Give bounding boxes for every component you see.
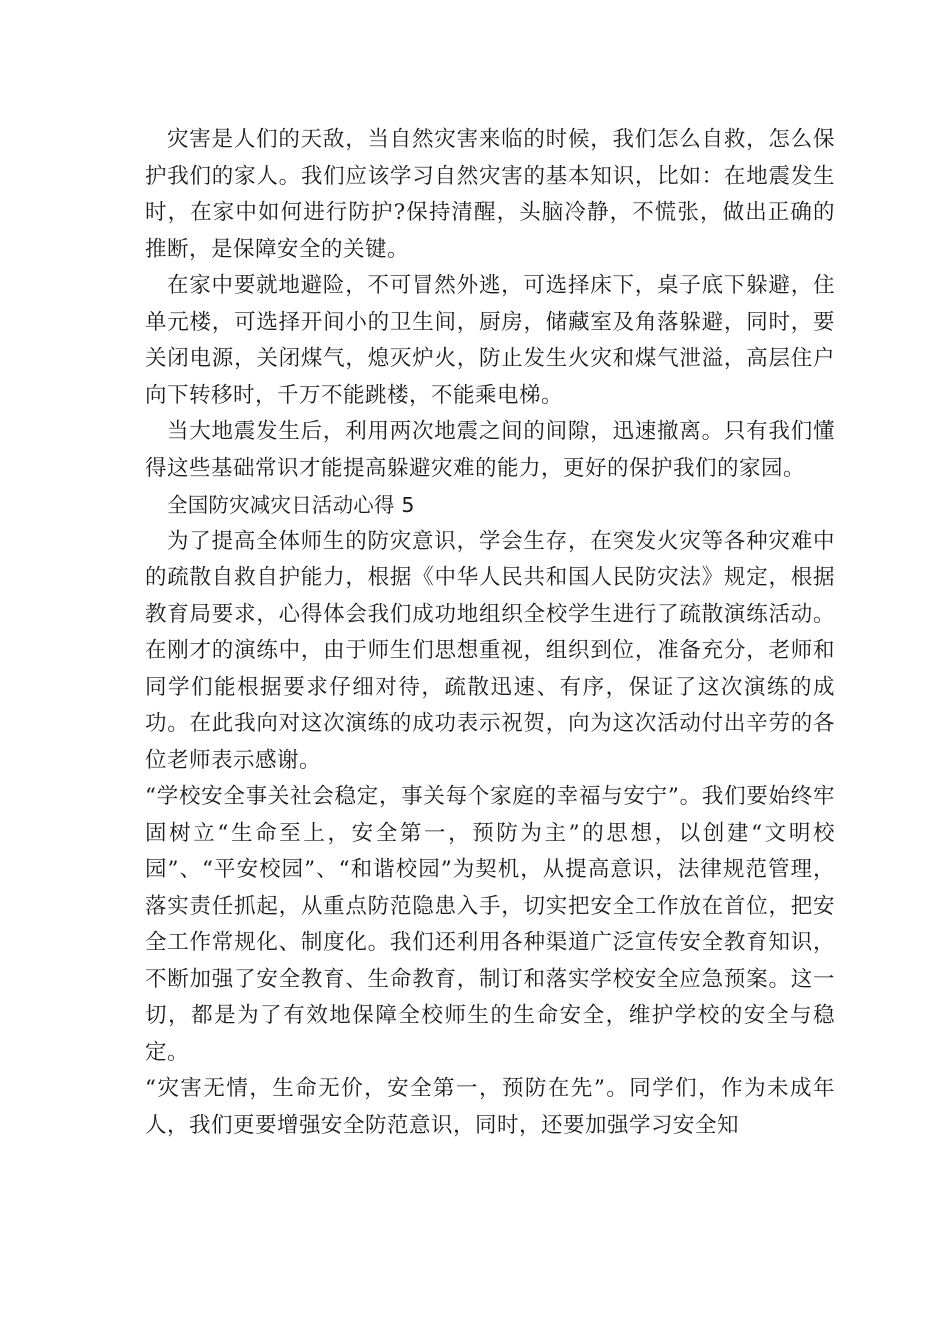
document-body bbox=[145, 122, 835, 1144]
paragraph-drill: 为了提高全体师生的防灾意识，学会生存，在突发火灾等各种灾难中的疏散自救自护能力，根据《中华人民共和国人民防灾法》规定，根据教育局要求，心得体会我们成功地组织全校学生进行了疏散演练活动。在刚才的演练中，由于师生们思想重视，组织到位，准备充分，老师和同学们能根据要求仔细对待，疏散迅速、有序，保证了这次演练的成功。在此我向对这次演练的成功表示祝贺，向为这次活动付出辛劳的各位老师表示感谢。 bbox=[145, 528, 835, 773]
paragraph-school-safety: “学校安全事关社会稳定，事关每个家庭的幸福与安宁”。我们要始终牢固树立“生命至上，安全第一，预防为主”的思想，以创建“文明校园”、“平安校园”、“和谐校园”为契机，从提高意识，法律规范管理，落实责任抓起，从重点防范隐患入手，切实把安全工作放在首位，把安全工作常规化、制度化。我们还利用各种渠道广泛宣传安全教育知识，不断加强了安全教育、生命教育，制订和落实学校安全应急预案。这一切，都是为了有效地保障全校师生的生命安全，维护学校的安全与稳定。 bbox=[145, 784, 835, 1065]
paragraph-evacuation: 当大地震发生后，利用两次地震之间的间隙，迅速撤离。只有我们懂得这些基础常识才能提高躲避灾难的能力，更好的保护我们的家园。 bbox=[145, 419, 835, 481]
paragraph-disaster-intro: 灾害是人们的天敌，当自然灾害来临的时候，我们怎么自救，怎么保护我们的家人。我们应该学习自然灾害的基本知识，比如：在地震发生时，在家中如何进行防护?保持清醒，头脑冷静，不慌张，做出正确的推断，是保障安全的关键。 bbox=[145, 127, 835, 262]
section-heading: 全国防灾减灾日活动心得 5 bbox=[167, 493, 415, 517]
paragraph-safety-first: “灾害无情，生命无价，安全第一，预防在先”。同学们，作为未成年人，我们更要增强安全防范意识，同时，还要加强学习安全知 bbox=[145, 1076, 835, 1138]
paragraph-home-shelter: 在家中要就地避险，不可冒然外逃，可选择床下，桌子底下躲避，住单元楼，可选择开间小的卫生间，厨房，储藏室及角落躲避，同时，要关闭电源，关闭煤气，熄灭炉火，防止发生火灾和煤气泄溢，高层住户向下转移时，千万不能跳楼，不能乘电梯。 bbox=[145, 273, 835, 408]
